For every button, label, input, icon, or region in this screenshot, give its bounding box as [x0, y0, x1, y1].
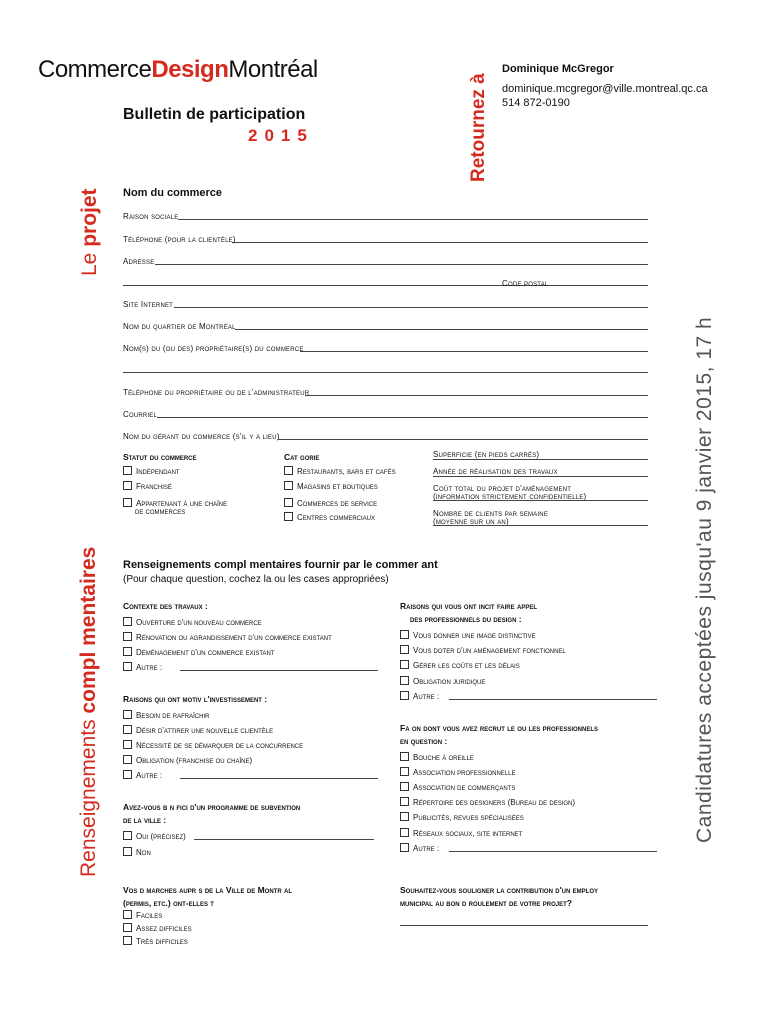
label-cout-2: (information strictement confidentielle) [433, 492, 587, 501]
side-label-projet: Le projet [78, 188, 101, 276]
checkbox-icon [284, 466, 293, 475]
checkbox-icon [123, 936, 132, 945]
page-title: Bulletin de participation [123, 106, 306, 123]
checkbox-icon [400, 828, 409, 837]
checkbox-icon [123, 770, 132, 779]
input-site[interactable] [174, 307, 648, 308]
checkbox-icon [123, 466, 132, 475]
checkbox-magasins[interactable]: Magasins et boutiques [284, 481, 378, 492]
input-cout[interactable] [433, 500, 648, 501]
checkbox-concurrence[interactable]: Nécessité de se démarquer de la concurrence [123, 740, 303, 751]
checkbox-icon [400, 843, 409, 852]
checkbox-icon [123, 498, 132, 507]
checkbox-image-distinctive[interactable]: Vous donner une image distinctive [400, 630, 536, 641]
input-subvention-precisez[interactable] [194, 839, 374, 840]
input-clients[interactable] [433, 525, 648, 526]
checkbox-icon [400, 660, 409, 669]
subvention-title-2: de la ville : [123, 815, 167, 825]
checkbox-demenagement[interactable]: Déménagement d'un commerce existant [123, 647, 275, 658]
logo: CommerceDesignMontréal [38, 56, 318, 83]
checkbox-icon [123, 710, 132, 719]
input-adresse[interactable] [155, 264, 648, 265]
input-quartier[interactable] [235, 329, 648, 330]
checkbox-icon [123, 740, 132, 749]
checkbox-restaurants[interactable]: Restaurants, bars et cafés [284, 466, 396, 477]
label-telephone: Téléphone (pour la clientèle) [123, 235, 236, 244]
checkbox-icon [123, 910, 132, 919]
checkbox-assez-difficiles[interactable]: Assez difficiles [123, 923, 192, 934]
checkbox-facon-autre[interactable]: Autre : [400, 843, 657, 854]
input-tel-proprio[interactable] [305, 395, 648, 396]
checkbox-icon [284, 481, 293, 490]
contact-email: dominique.mcgregor@ville.montreal.qc.ca [502, 83, 708, 95]
input-raison-sociale[interactable] [178, 219, 648, 220]
raisons-appel-title: Raisons qui vous ont incit faire appel [400, 601, 537, 611]
input-adresse-2[interactable] [123, 285, 648, 286]
statut-title: Statut du commerce [123, 452, 197, 462]
checkbox-icon [123, 632, 132, 641]
input-annee[interactable] [433, 476, 648, 477]
checkbox-icon [123, 923, 132, 932]
checkbox-icon [123, 725, 132, 734]
checkbox-asso-commercants[interactable]: Association de commerçants [400, 782, 515, 793]
checkbox-icon [400, 645, 409, 654]
checkbox-amenagement[interactable]: Vous doter d'un aménagement fonctionnel [400, 645, 566, 656]
checkbox-icon [400, 691, 409, 700]
categorie-title: Cat gorie [284, 452, 320, 462]
input-souligner[interactable] [400, 925, 648, 926]
label-cout: Coût total du projet d'aménagement [433, 484, 572, 493]
contact-name: Dominique McGregor [502, 63, 614, 75]
souligner-title: Souhaitez-vous souligner la contribution d'un employ [400, 885, 598, 895]
checkbox-appel-autre[interactable]: Autre : [400, 691, 657, 702]
checkbox-icon [400, 797, 409, 806]
checkbox-icon [284, 498, 293, 507]
retournez-label: Retournez à [468, 73, 489, 182]
input-superficie[interactable] [433, 459, 648, 460]
contact-phone: 514 872-0190 [502, 97, 570, 109]
souligner-title-2: municipal au bon d roulement de votre projet? [400, 898, 572, 908]
checkbox-repertoire[interactable]: Répertoire des designers (Bureau de design) [400, 797, 575, 808]
facon-title-2: en question : [400, 736, 448, 746]
checkbox-icon [400, 767, 409, 776]
checkbox-subvention-non[interactable]: Non [123, 847, 151, 858]
side-label-renseignements: Renseignements compl mentaires [77, 546, 100, 877]
checkbox-tres-difficiles[interactable]: Très difficiles [123, 936, 188, 947]
section-title-nom-commerce: Nom du commerce [123, 187, 223, 199]
input-courriel[interactable] [157, 417, 648, 418]
side-label-deadline: Candidatures acceptées jusqu'au 9 janvier 2015, 17 h [693, 316, 716, 843]
checkbox-invest-autre[interactable]: Autre : [123, 770, 378, 781]
year: 2015 [248, 126, 314, 145]
checkbox-icon [400, 630, 409, 639]
checkbox-obligation-juridique[interactable]: Obligation juridique [400, 676, 485, 687]
input-telephone[interactable] [232, 242, 648, 243]
checkbox-clientele[interactable]: Désir d'attirer une nouvelle clientèle [123, 725, 273, 736]
checkbox-services[interactable]: Commerces de service [284, 498, 377, 509]
checkbox-icon [123, 755, 132, 764]
checkbox-icon [284, 512, 293, 521]
checkbox-icon [400, 752, 409, 761]
checkbox-renovation[interactable]: Rénovation ou agrandissement d'un commerce existant [123, 632, 332, 643]
label-gerant: Nom du gérant du commerce (s'il y a lieu) [123, 432, 280, 441]
label-tel-proprio: Téléphone du propriétaire ou de l'administrateur [123, 388, 310, 397]
label-chaine-2: de commerces [135, 507, 186, 516]
label-adresse: Adresse [123, 257, 155, 266]
section-title-renseignements: Renseignements compl mentaires fournir par le commer ant [123, 559, 438, 571]
checkbox-ouverture[interactable]: Ouverture d'un nouveau commerce [123, 617, 262, 628]
checkbox-publicites[interactable]: Publicités, revues spécialisées [400, 812, 524, 823]
checkbox-chaine[interactable]: Appartenant à une chaîne [123, 498, 227, 509]
label-proprietaires: Nom(s) du (ou des) propriétaire(s) du commerce [123, 344, 304, 353]
input-gerant[interactable] [278, 439, 648, 440]
input-invest-autre[interactable] [180, 778, 378, 779]
input-proprietaires-2[interactable] [123, 372, 648, 373]
checkbox-faciles[interactable]: Faciles [123, 910, 162, 921]
checkbox-icon [400, 676, 409, 685]
input-proprietaires[interactable] [300, 351, 648, 352]
raisons-invest-title: Raisons qui ont motiv l'investissement : [123, 694, 268, 704]
label-clients-2: (moyenne sur un an) [433, 517, 509, 526]
checkbox-icon [123, 847, 132, 856]
checkbox-centres[interactable]: Centres commerciaux [284, 512, 375, 523]
checkbox-subvention-oui[interactable]: Oui (précisez) [123, 831, 374, 842]
demarches-title: Vos d marches aupr s de la Ville de Montr al [123, 885, 293, 895]
facon-title: Fa on dont vous avez recrut le ou les professionnels [400, 723, 599, 733]
subvention-title: Avez-vous b n fici d'un programme de subvention [123, 802, 301, 812]
checkbox-icon [123, 617, 132, 626]
label-annee: Année de réalisation des travaux [433, 467, 558, 476]
label-quartier: Nom du quartier de Montréal [123, 322, 236, 331]
raisons-appel-title-2: des professionnels du design : [410, 614, 522, 624]
label-raison-sociale: Raison sociale [123, 212, 179, 221]
checkbox-icon [123, 481, 132, 490]
checkbox-icon [123, 662, 132, 671]
checkbox-franchise[interactable]: Franchisé [123, 481, 172, 492]
checkbox-icon [400, 782, 409, 791]
label-superficie: Superficie (en pieds carrés) [433, 450, 540, 459]
input-contexte-autre[interactable] [180, 670, 378, 671]
contexte-title: Contexte des travaux : [123, 601, 208, 611]
checkbox-bouche-oreille[interactable]: Bouche à oreille [400, 752, 474, 763]
section-subtitle: (Pour chaque question, cochez la ou les cases appropriées) [123, 574, 389, 585]
input-appel-autre[interactable] [449, 699, 657, 700]
contact-block [502, 62, 708, 110]
label-site: Site Internet [123, 300, 174, 309]
checkbox-icon [123, 647, 132, 656]
checkbox-reseaux-sociaux[interactable]: Réseaux sociaux, site internet [400, 828, 522, 839]
checkbox-rafraichir[interactable]: Besoin de rafraîchir [123, 710, 209, 721]
checkbox-couts[interactable]: Gérer les coûts et les délais [400, 660, 520, 671]
label-code-postal: Code postal [502, 279, 549, 288]
checkbox-icon [400, 812, 409, 821]
checkbox-asso-pro[interactable]: Association professionnelle [400, 767, 515, 778]
checkbox-independant[interactable]: Indépendant [123, 466, 180, 477]
label-courriel: Courriel [123, 410, 158, 419]
input-facon-autre[interactable] [449, 851, 657, 852]
label-clients: Nombre de clients par semaine [433, 509, 549, 518]
checkbox-obligation-franchise[interactable]: Obligation (franchise ou chaîne) [123, 755, 252, 766]
checkbox-icon [123, 831, 132, 840]
demarches-title-2: (permis, etc.) ont-elles t [123, 898, 214, 908]
checkbox-contexte-autre[interactable]: Autre : [123, 662, 378, 673]
